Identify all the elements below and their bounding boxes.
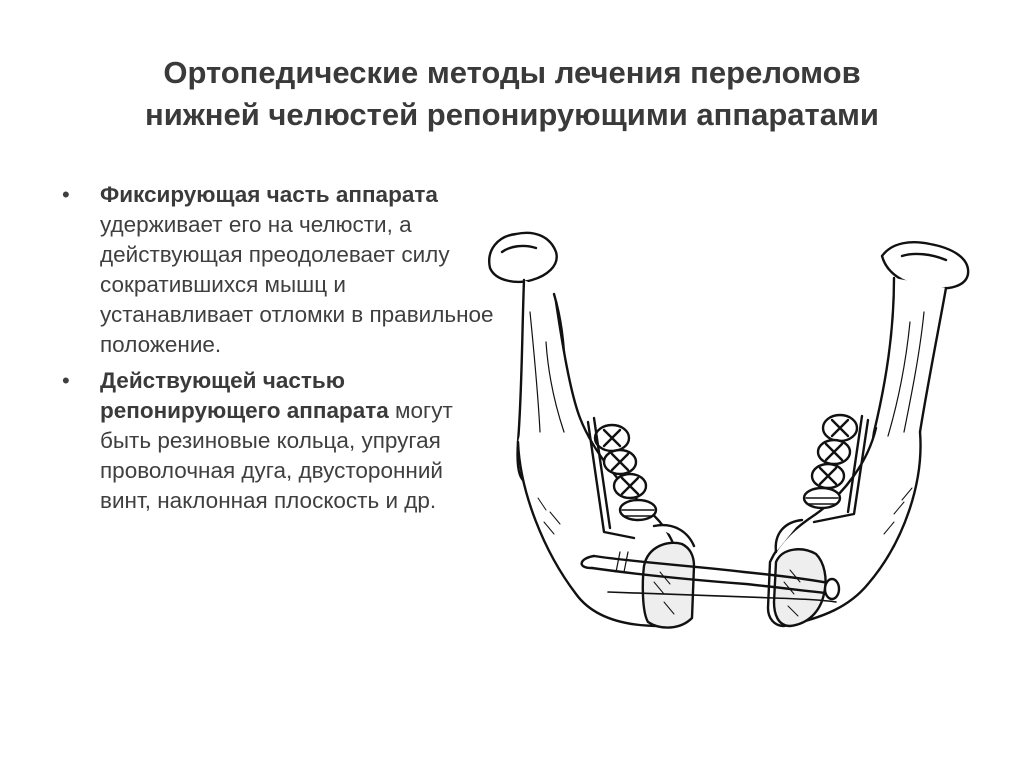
- bullet-dot-icon: •: [62, 368, 70, 393]
- mandible-with-apparatus-icon: [484, 222, 978, 638]
- bullet-body-text: удерживает его на челюсти, а действующая преодолевает силу сократившихся мышц и устанавливает отломки в правильное положение.: [100, 212, 494, 357]
- bullet-dot-icon: •: [62, 182, 70, 207]
- left-fragment: [643, 543, 694, 628]
- bullet-bold-text: Фиксирующая часть аппарата: [100, 182, 438, 207]
- bullet-body-text: могут быть резиновые кольца, упругая проволочная дуга, двусторонний винт, наклонная плоскость и др.: [100, 398, 453, 513]
- slide-title: [60, 52, 964, 136]
- slide-title-line-2: нижней челюстей репонирующими аппаратами: [145, 97, 879, 132]
- mandible-illustration: [484, 222, 978, 638]
- left-condyle: [489, 233, 556, 282]
- bullet-list: [60, 180, 500, 522]
- bullet-item-acting-part: [60, 366, 500, 516]
- slide-title-line-1: Ортопедические методы лечения переломов: [163, 55, 861, 90]
- bullet-item-fixing-part: [60, 180, 500, 360]
- bullet-bold-text: Действующей частью репонирующего аппарата: [100, 368, 389, 423]
